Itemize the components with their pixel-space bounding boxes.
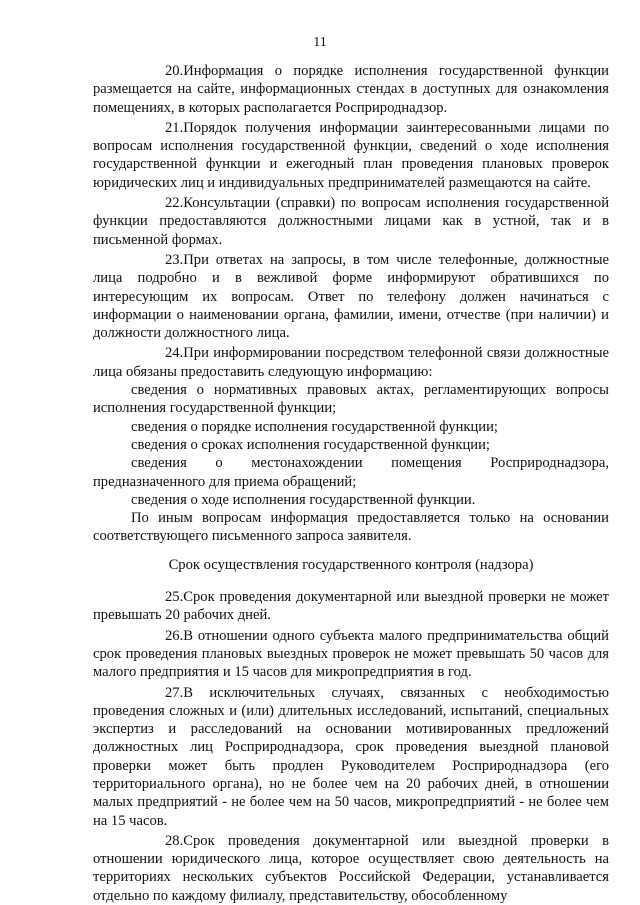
list-item: сведения о порядке исполнения государственной функции; bbox=[131, 418, 498, 435]
list-item: сведения о нормативных правовых актах, регламентирующих вопросы исполнения государственной функции; bbox=[93, 382, 609, 417]
paragraph-text: В отношении одного субъекта малого предпринимательства общий срок проведения плановых выездных проверок не может превышать 50 часов для малого предприятия и 15 часов для микропредприятия в год. bbox=[93, 627, 609, 681]
paragraph-number: 23. bbox=[165, 251, 184, 268]
paragraph-22 bbox=[93, 194, 609, 249]
paragraph-23 bbox=[93, 251, 609, 342]
paragraph-27 bbox=[93, 684, 609, 830]
page-number: 11 bbox=[313, 35, 327, 50]
paragraph-number: 25. bbox=[165, 589, 184, 606]
document-body bbox=[93, 58, 609, 905]
paragraph-number: 27. bbox=[165, 684, 184, 701]
paragraph-number: 22. bbox=[165, 195, 184, 212]
list-item: сведения о ходе исполнения государственной функции. bbox=[131, 491, 476, 508]
paragraph-28 bbox=[93, 832, 609, 905]
paragraph-text: Консультации (справки) по вопросам исполнения государственной функции предоставляются должностными лицами как в устной, так и в письменной формах. bbox=[93, 195, 609, 248]
section-title: Срок осуществления государственного контроля (надзора) bbox=[168, 556, 534, 573]
paragraph-number: 26. bbox=[165, 627, 184, 644]
list-item: сведения о местонахождении помещения Росприроднадзора, предназначенного для приема обращений; bbox=[93, 455, 609, 490]
paragraph-text: Порядок получения информации заинтересованными лицами по вопросам исполнения государственной функции, сведений о ходе исполнения государственной функции и ежегодный план проведения плановых проверок юридических лиц и индивидуальных предпринимателей размещаются на сайте. bbox=[93, 119, 609, 191]
paragraph-number: 28. bbox=[165, 832, 184, 849]
paragraph-text: При ответах на запросы, в том числе телефонные, должностные лица подробно и в вежливой форме информируют обратившихся по интересующим их вопросам. Ответ по телефону должен начинаться с информации о наименовании органа, фамилии, имени, отчестве (при наличии) и должности должностного лица. bbox=[93, 251, 609, 342]
paragraph-20 bbox=[93, 62, 609, 117]
paragraph-text: Срок проведения документарной или выездной проверки в отношении юридического лица, которое осуществляет свою деятельность на территориях нескольких субъектов Российской Федерации, устанавливается отдельно по каждому филиалу, представительству, обособленному bbox=[93, 832, 609, 904]
closing-paragraph: По иным вопросам информация предоставляется только на основании соответствующего письменного запроса заявителя. bbox=[93, 510, 609, 545]
paragraph-number: 24. bbox=[165, 345, 184, 362]
list-item: сведения о сроках исполнения государственной функции; bbox=[131, 436, 490, 453]
paragraph-number: 20. bbox=[165, 63, 184, 79]
paragraph-text: При информировании посредством телефонной связи должностные лица обязаны предоставить следующую информацию: bbox=[93, 345, 609, 380]
paragraph-25 bbox=[93, 588, 609, 625]
paragraph-text: Информация о порядке исполнения государственной функции размещается на сайте, информационных стендах в доступных для ознакомления помещениях, в которых располагается Росприроднадзор. bbox=[93, 63, 609, 116]
paragraph-26 bbox=[93, 627, 609, 682]
paragraph-text: В исключительных случаях, связанных с необходимостью проведения сложных и (или) длительных исследований, испытаний, специальных экспертиз и расследований на основании мотивированных предложений должностных лиц Росприроднадзора, срок проведения выездной плановой проверки может быть продлен Руководителем Росприроднадзора (его территориального органа), но не более чем на 20 рабочих дней, в отношении малых предприятий - не более чем на 50 часов, микропредприятий - не более чем на 15 часов. bbox=[93, 684, 609, 829]
paragraph-21 bbox=[93, 119, 609, 192]
paragraph-number: 21. bbox=[165, 119, 184, 136]
paragraph-24 bbox=[93, 344, 609, 381]
paragraph-text: Срок проведения документарной или выездной проверки не может превышать 20 рабочих дней. bbox=[93, 589, 609, 624]
